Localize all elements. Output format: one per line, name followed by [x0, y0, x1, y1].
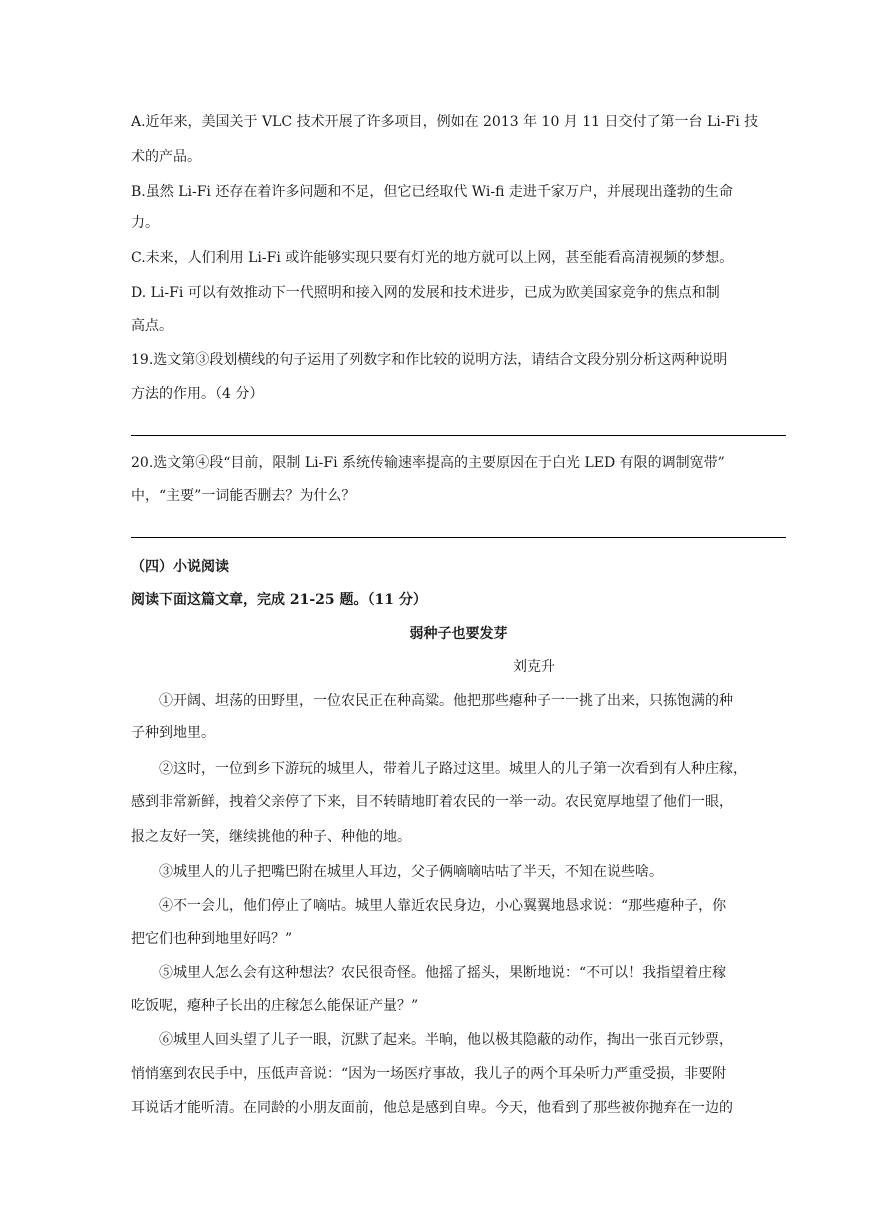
question-20-line-1: 20.选文第④段“目前，限制 Li-Fi 系统传输速率提高的主要原因在于白光 LED 有限的调制宽带” — [131, 455, 725, 471]
paragraph-2-line-1: ②这时，一位到乡下游玩的城里人，带着儿子路过这里。城里人的儿子第一次看到有人种庄稼， — [159, 761, 747, 777]
question-19-line-2: 方法的作用。（4 分） — [131, 386, 264, 402]
question-20-line-2: 中，“主要”一词能否删去？为什么？ — [131, 488, 356, 504]
paragraph-4-line-1: ④不一会儿，他们停止了嘀咕。城里人靠近农民身边，小心翼翼地恳求说：“那些瘪种子，你 — [159, 898, 727, 914]
section-instruction: 阅读下面这篇文章，完成 21-25 题。（11 分） — [131, 592, 427, 608]
question-19-line-1: 19.选文第③段划横线的句子运用了列数字和作比较的说明方法，请结合文段分别分析这两种说明 — [131, 352, 728, 368]
paragraph-2-line-2: 感到非常新鲜，拽着父亲停了下来，目不转睛地盯着农民的一举一动。农民宽厚地望了他们一眼， — [131, 794, 733, 810]
section-heading: （四）小说阅读 — [131, 559, 229, 575]
answer-line-19 — [131, 435, 786, 436]
paragraph-4-line-2: 把它们也种到地里好吗？” — [131, 931, 293, 947]
paragraph-5-line-1: ⑤城里人怎么会有这种想法？农民很奇怪。他摇了摇头，果断地说：“不可以！我指望着庄稼 — [159, 965, 727, 981]
answer-line-20 — [131, 537, 786, 538]
option-d-line-1: D. Li-Fi 可以有效推动下一代照明和接入网的发展和技术进步，已成为欧美国家竞争的焦点和制 — [131, 285, 720, 301]
option-b-line-2: 力。 — [131, 215, 159, 231]
paragraph-6-line-2: 悄悄塞到农民手中，压低声音说：“因为一场医疗事故，我儿子的两个耳朵听力严重受损，非要附 — [131, 1066, 727, 1082]
option-c-line-1: C.未来，人们利用 Li-Fi 或许能够实现只要有灯光的地方就可以上网，甚至能看高清视频的梦想。 — [131, 250, 734, 266]
paragraph-2-line-3: 报之友好一笑，继续挑他的种子、种他的地。 — [131, 829, 411, 845]
option-a-line-2: 术的产品。 — [131, 149, 201, 165]
option-a-line-1: A.近年来，美国关于 VLC 技术开展了许多项目，例如在 2013 年 10 月 11 日交付了第一台 Li-Fi 技 — [131, 114, 759, 130]
paragraph-6-line-1: ⑥城里人回头望了儿子一眼，沉默了起来。半晌，他以极其隐蔽的动作，掏出一张百元钞票， — [159, 1032, 733, 1048]
story-title: 弱种子也要发芽 — [409, 626, 508, 642]
paragraph-6-line-3: 耳说话才能听清。在同龄的小朋友面前，他总是感到自卑。今天，他看到了那些被你抛弃在一边的 — [131, 1100, 733, 1116]
option-b-line-1: B.虽然 Li-Fi 还存在着许多问题和不足，但它已经取代 Wi-fi 走进千家万户，并展现出蓬勃的生命 — [131, 184, 733, 200]
paragraph-5-line-2: 吃饭呢，瘪种子长出的庄稼怎么能保证产量？” — [131, 998, 419, 1014]
paragraph-1-line-2: 子种到地里。 — [131, 725, 215, 741]
paragraph-3-line-1: ③城里人的儿子把嘴巴附在城里人耳边，父子俩嘀嘀咕咕了半天，不知在说些啥。 — [159, 864, 663, 880]
paragraph-1-line-1: ①开阔、坦荡的田野里，一位农民正在种高粱。他把那些瘪种子一一挑了出来，只拣饱满的种 — [159, 693, 733, 709]
option-d-line-2: 高点。 — [131, 318, 173, 334]
story-author: 刘克升 — [513, 659, 555, 675]
